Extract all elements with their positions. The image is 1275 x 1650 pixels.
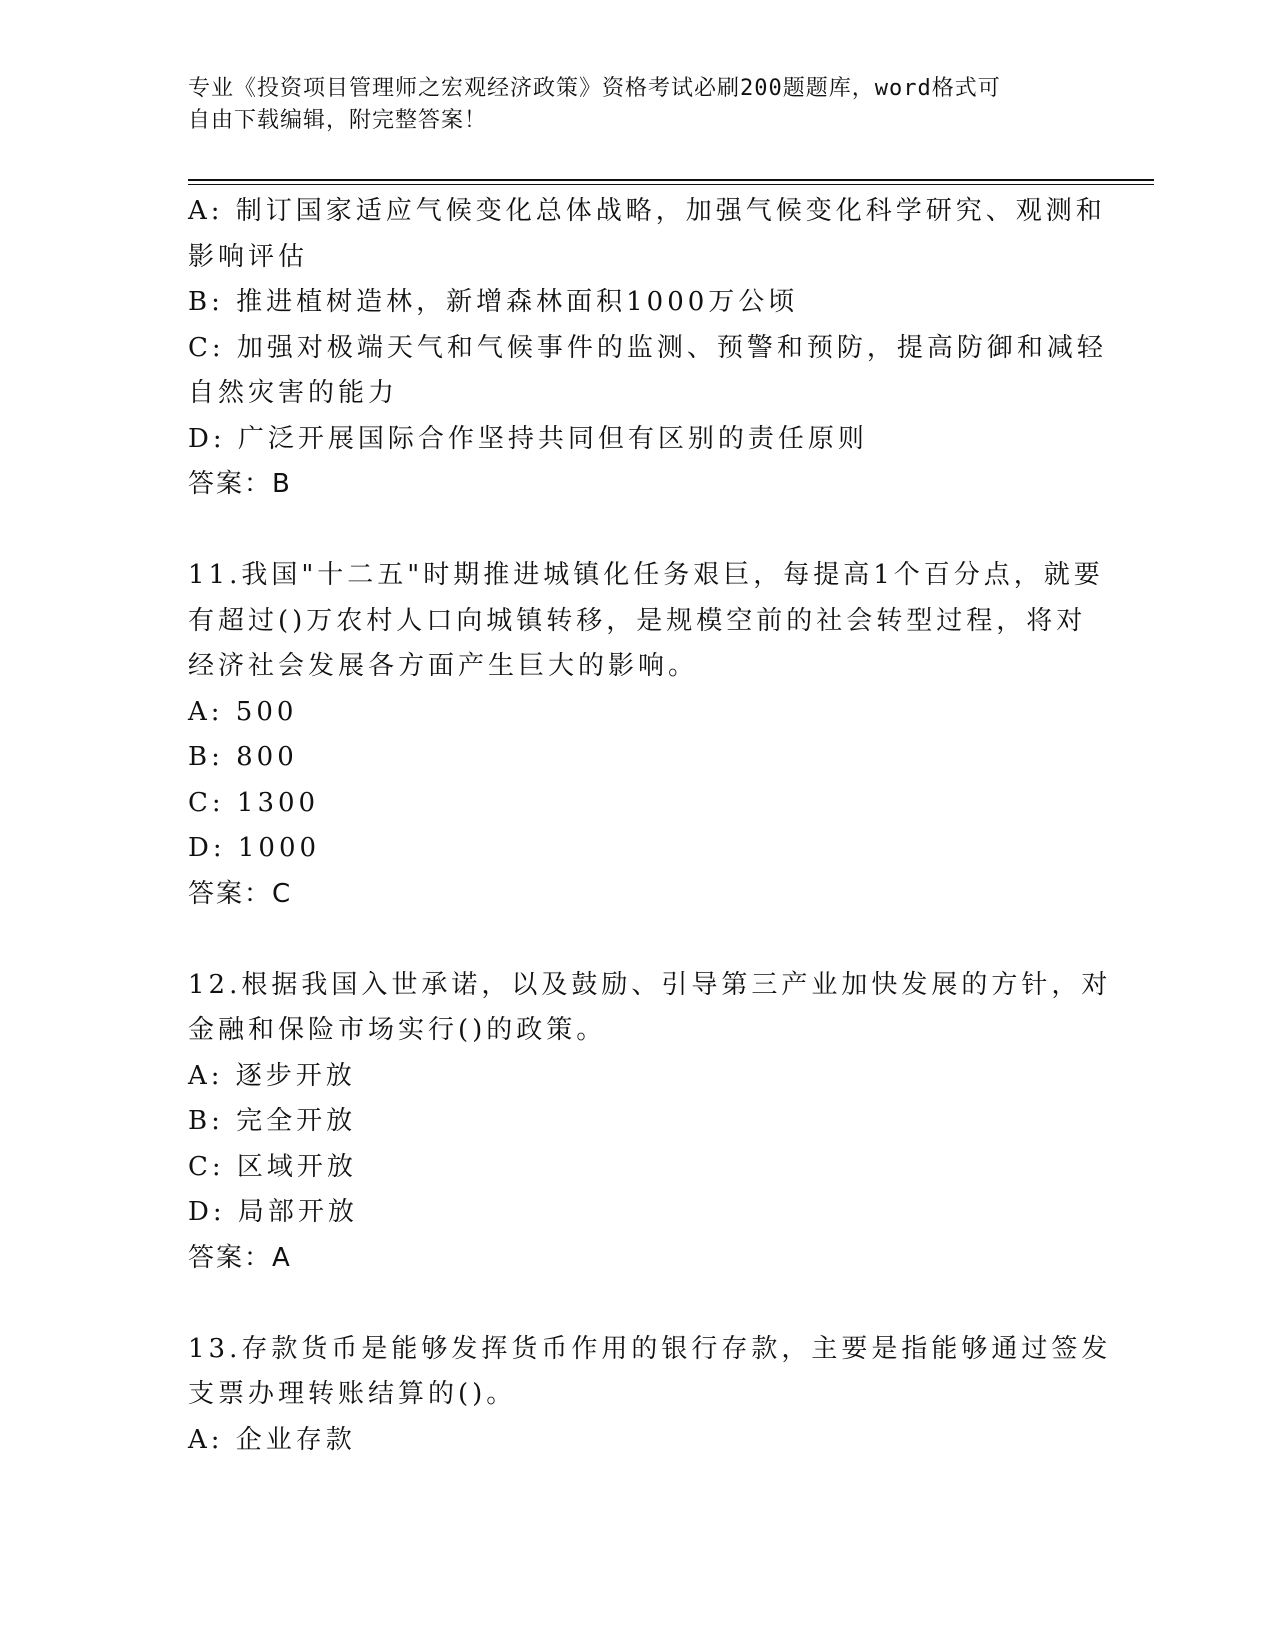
header-divider-thin bbox=[188, 184, 1154, 185]
question-stem-line-1: 12.根据我国入世承诺，以及鼓励、引导第三产业加快发展的方针，对 bbox=[188, 969, 1112, 1000]
option-a-line-2: 影响评估 bbox=[188, 241, 309, 272]
option-a: A: 逐步开放 bbox=[188, 1060, 356, 1091]
header-title-line-1: 专业《投资项目管理师之宏观经济政策》资格考试必刷200题题库，word格式可 bbox=[188, 76, 1001, 101]
option-b: B: 完全开放 bbox=[188, 1106, 357, 1136]
question-11 bbox=[188, 553, 1104, 917]
answer-label: 答案：B bbox=[188, 469, 292, 499]
header-title-line-2: 自由下载编辑，附完整答案！ bbox=[188, 108, 488, 133]
option-a: A: 500 bbox=[188, 696, 298, 727]
option-c: C: 区域开放 bbox=[188, 1151, 357, 1182]
option-d: D: 1000 bbox=[188, 833, 321, 863]
question-spacer bbox=[188, 1281, 1088, 1327]
question-list bbox=[188, 189, 1112, 1463]
question-stem-line-1: 11.我国"十二五"时期推进城镇化任务艰巨，每提高1个百分点，就要 bbox=[188, 560, 1104, 590]
question-stem-line-2: 金融和保险市场实行()的政策。 bbox=[188, 1015, 607, 1045]
question-stem-line-1: 13.存款货币是能够发挥货币作用的银行存款，主要是指能够通过签发 bbox=[188, 1333, 1112, 1364]
option-c: C: 1300 bbox=[188, 787, 320, 818]
option-a-line-1: A: 制订国家适应气候变化总体战略，加强气候变化科学研究、观测和 bbox=[188, 196, 1106, 226]
option-b: B: 推进植树造林，新增森林面积1000万公顷 bbox=[188, 287, 799, 317]
question-spacer bbox=[188, 917, 1088, 963]
header-divider-thick bbox=[188, 179, 1154, 181]
answer-label: 答案：C bbox=[188, 878, 293, 909]
option-b: B: 800 bbox=[188, 742, 298, 772]
question-13 bbox=[188, 1327, 1112, 1464]
question-stem-line-3: 经济社会发展各方面产生巨大的影响。 bbox=[188, 651, 699, 681]
question-12 bbox=[188, 963, 1112, 1282]
answer-label: 答案：A bbox=[188, 1242, 292, 1273]
option-c-line-2: 自然灾害的能力 bbox=[188, 378, 399, 408]
question-stem-line-2: 有超过()万农村人口向城镇转移，是规模空前的社会转型过程，将对 bbox=[188, 605, 1087, 636]
option-a: A: 企业存款 bbox=[188, 1424, 356, 1455]
option-c-line-1: C: 加强对极端天气和气候事件的监测、预警和预防，提高防御和减轻 bbox=[188, 332, 1107, 363]
document-header bbox=[188, 73, 1068, 137]
question-stem-line-2: 支票办理转账结算的()。 bbox=[188, 1379, 517, 1409]
question-10-options bbox=[188, 189, 1107, 508]
option-d: D: 广泛开展国际合作坚持共同但有区别的责任原则 bbox=[188, 423, 868, 454]
question-spacer bbox=[188, 508, 1088, 554]
option-d: D: 局部开放 bbox=[188, 1197, 358, 1227]
